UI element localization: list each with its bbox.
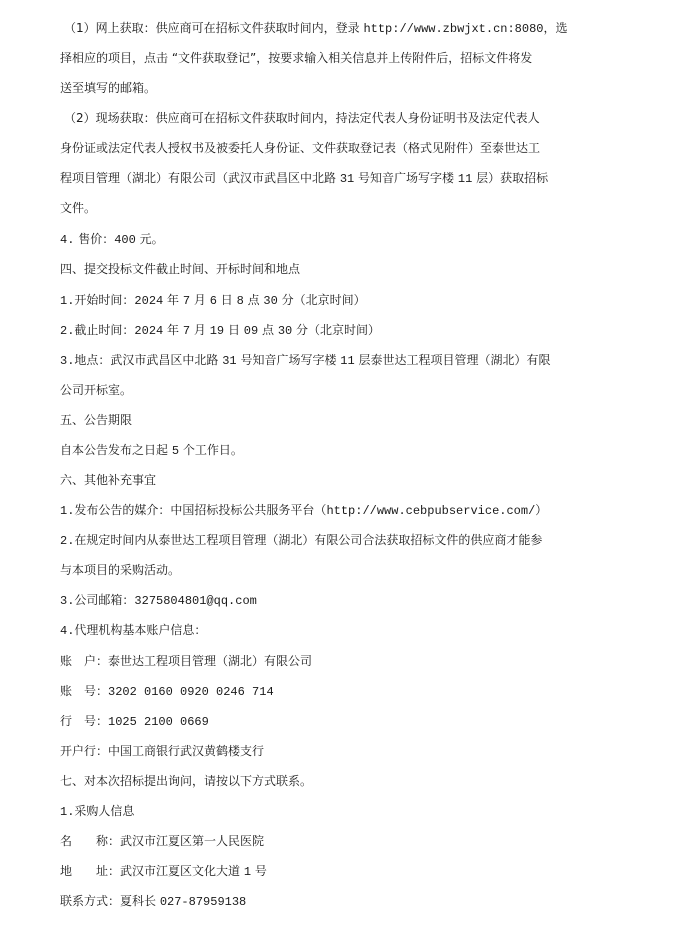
- text-line: [64, 18, 568, 38]
- latin-run: 7: [182, 294, 191, 308]
- text-run: 账 号：: [60, 684, 109, 698]
- text-run: 文件。: [60, 201, 97, 215]
- latin-run: 2024: [134, 324, 164, 338]
- text-line: [60, 320, 380, 340]
- latin-run: 31: [339, 172, 355, 186]
- latin-run: 1.: [60, 504, 75, 518]
- text-run: 代理机构基本账户信息：: [74, 623, 207, 637]
- text-run: ）: [535, 503, 548, 517]
- latin-run: 2024: [134, 294, 164, 308]
- text-run: 地点：武汉市武昌区中北路: [74, 353, 223, 367]
- text-run: 中国招标投标公共服务平台（: [170, 503, 327, 517]
- text-run: 日: [224, 323, 244, 337]
- text-run: 名 称：武汉市江夏区第一人民医院: [60, 834, 265, 848]
- text-run: 送至填写的邮箱。: [60, 81, 157, 95]
- text-line: [60, 138, 540, 158]
- text-run: 联系方式：夏科长: [60, 894, 160, 908]
- text-line: [60, 590, 257, 610]
- latin-run: 1.: [60, 805, 75, 819]
- text-run: 七、对本次招标提出询问，请按以下方式联系。: [60, 774, 313, 788]
- text-line: [60, 681, 274, 701]
- text-run: 月: [190, 293, 210, 307]
- latin-run: 1.: [60, 294, 75, 308]
- text-line: [60, 259, 300, 279]
- latin-run: 2.: [60, 534, 75, 548]
- text-run: 四、提交投标文件截止时间、开标时间和地点: [60, 262, 301, 276]
- text-line: [60, 229, 164, 249]
- text-run: 公司开标室。: [60, 383, 133, 397]
- text-line: [64, 108, 540, 128]
- text-run: 分（北京时间）: [277, 293, 366, 307]
- latin-run: 027-87959138: [159, 895, 247, 909]
- text-run: 开始时间：: [74, 293, 135, 307]
- text-run: 程项目管理（湖北）有限公司（武汉市武昌区中北路: [60, 171, 340, 185]
- text-line: [60, 290, 366, 310]
- text-run: 公司邮箱：: [74, 593, 135, 607]
- latin-run: 3.: [60, 594, 75, 608]
- text-line: [60, 891, 246, 911]
- text-run: 个工作日。: [179, 443, 243, 457]
- text-run: 六、其他补充事宜: [60, 473, 157, 487]
- latin-run: http://www.cebpubservice.com/: [326, 504, 536, 518]
- text-run: 分（北京时间）: [292, 323, 381, 337]
- text-run: 采购人信息: [74, 804, 135, 818]
- text-line: [60, 78, 156, 98]
- text-run: 年: [163, 293, 183, 307]
- latin-run: 4.: [60, 624, 75, 638]
- latin-run: 8: [236, 294, 244, 308]
- text-line: [60, 651, 312, 671]
- text-line: [60, 530, 542, 550]
- text-run: 售价：: [74, 232, 115, 246]
- text-run: 行 号：: [60, 714, 109, 728]
- latin-run: 19: [209, 324, 225, 338]
- text-run: （1）网上获取：供应商可在招标文件获取时间内，登录: [64, 21, 364, 35]
- latin-run: 6: [209, 294, 217, 308]
- latin-run: 30: [277, 324, 293, 338]
- text-run: 择相应的项目，点击 “文件获取登记”，按要求输入相关信息并上传附件后，招标文件将发: [60, 51, 533, 65]
- text-run: 地 址：武汉市江夏区文化大道: [60, 864, 244, 878]
- text-line: [60, 801, 134, 821]
- latin-run: 5: [171, 444, 180, 458]
- latin-run: 3.: [60, 354, 75, 368]
- text-run: 身份证或法定代表人授权书及被委托人身份证、文件获取登记表（格式见附件）至泰世达工: [60, 141, 541, 155]
- text-run: 日: [216, 293, 237, 307]
- text-line: [60, 48, 532, 68]
- text-run: 号: [251, 864, 267, 878]
- text-run: 元。: [135, 232, 164, 246]
- text-run: 点: [258, 323, 278, 337]
- text-run: 五、公告期限: [60, 413, 133, 427]
- latin-run: 3275804801@qq.com: [134, 594, 257, 608]
- latin-run: 400: [114, 233, 136, 247]
- text-run: 年: [163, 323, 183, 337]
- text-run: 截止时间：: [74, 323, 135, 337]
- latin-run: 1025 2100 0669: [108, 715, 209, 729]
- text-run: 号知音广场写字楼: [354, 171, 458, 185]
- text-line: [60, 831, 264, 851]
- latin-run: 3202 0160 0920 0246 714: [108, 685, 274, 699]
- text-run: ，选: [543, 21, 568, 35]
- latin-run: 11: [340, 354, 355, 368]
- text-line: [60, 350, 551, 370]
- text-line: [60, 741, 264, 761]
- text-run: 号知音广场写字楼: [236, 353, 341, 367]
- text-run: （2）现场获取：供应商可在招标文件获取时间内，持法定代表人身份证明书及法定代表人: [64, 111, 540, 125]
- text-line: [60, 560, 180, 580]
- text-run: 发布公告的媒介：: [74, 503, 171, 517]
- text-run: 月: [190, 323, 210, 337]
- text-line: [60, 620, 206, 640]
- text-line: [60, 771, 312, 791]
- latin-run: 1: [243, 865, 252, 879]
- text-line: [60, 198, 96, 218]
- text-run: 开户行：中国工商银行武汉黄鹤楼支行: [60, 744, 265, 758]
- text-run: 层）获取招标: [472, 171, 549, 185]
- text-line: [60, 500, 547, 520]
- text-line: [60, 861, 267, 881]
- latin-run: 31: [222, 354, 237, 368]
- latin-run: 4.: [60, 233, 75, 247]
- text-line: [60, 440, 243, 460]
- latin-run: 2.: [60, 324, 75, 338]
- latin-run: 7: [182, 324, 191, 338]
- text-run: 与本项目的采购活动。: [60, 563, 181, 577]
- text-run: 账 户：泰世达工程项目管理（湖北）有限公司: [60, 654, 313, 668]
- text-line: [60, 410, 132, 430]
- latin-run: http://www.zbwjxt.cn:8080: [363, 22, 544, 36]
- text-run: 自本公告发布之日起: [60, 443, 172, 457]
- text-run: 在规定时间内从泰世达工程项目管理（湖北）有限公司合法获取招标文件的供应商才能参: [74, 533, 543, 547]
- text-line: [60, 380, 132, 400]
- latin-run: 30: [263, 294, 278, 308]
- text-run: 层泰世达工程项目管理（湖北）有限: [354, 353, 551, 367]
- latin-run: 09: [243, 324, 259, 338]
- latin-run: 11: [457, 172, 473, 186]
- text-run: 点: [243, 293, 264, 307]
- text-line: [60, 470, 156, 490]
- text-line: [60, 711, 209, 731]
- text-line: [60, 168, 548, 188]
